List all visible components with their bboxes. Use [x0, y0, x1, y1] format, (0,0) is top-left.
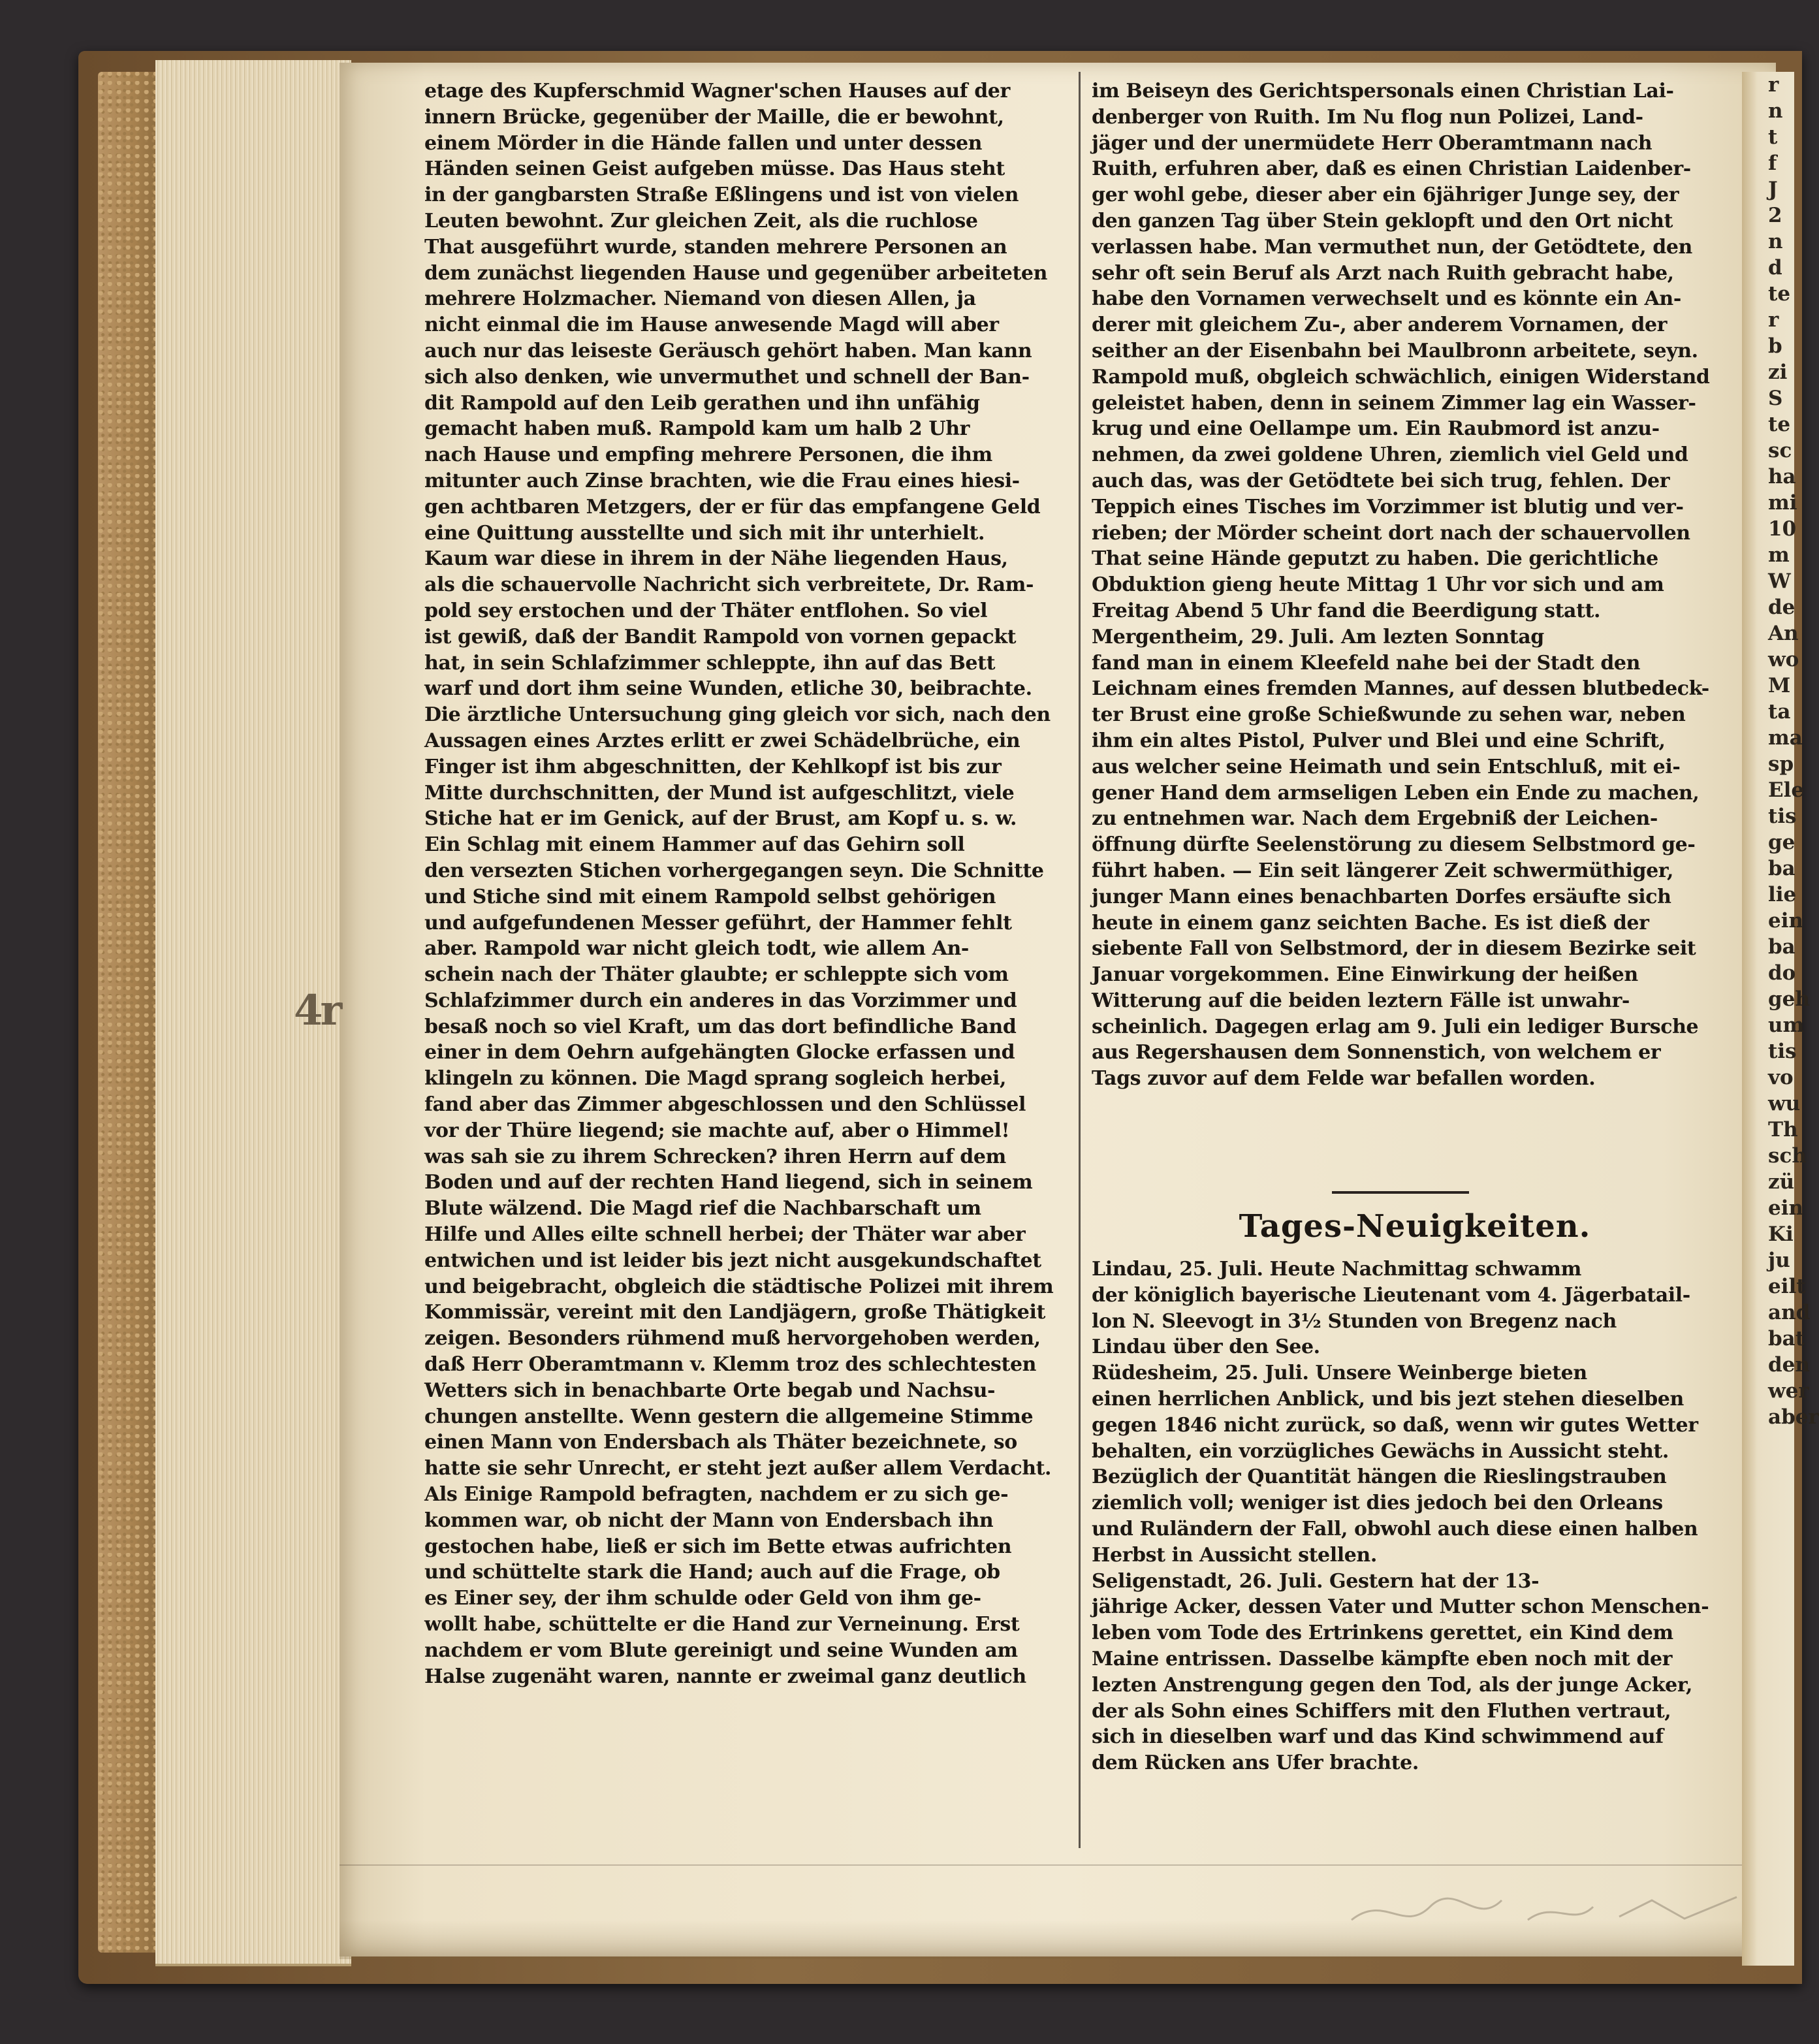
text-line: und beigebracht, obgleich die städtische Polizei mit ihrem: [424, 1275, 1054, 1298]
text-line: Halse zugenäht waren, nannte er zweimal ganz deutlich: [424, 1665, 1026, 1688]
text-line: einer in dem Oehrn aufgehängten Glocke erfassen und: [424, 1041, 1015, 1064]
text-line: Lindau, 25. Juli. Heute Nachmittag schwamm: [1092, 1258, 1581, 1281]
text-line: Händen seinen Geist aufgeben müsse. Das Haus steht: [424, 157, 1005, 181]
page-bottom-rule: [340, 1864, 1776, 1866]
text-line: schein nach der Thäter glaubte; er schleppte sich vom: [424, 963, 1009, 987]
text-line: sich in dieselben warf und das Kind schwimmend auf: [1092, 1725, 1664, 1749]
text-line: entwichen und ist leider bis jezt nicht ausgekundschaftet: [424, 1249, 1041, 1272]
adjacent-page-strip: [1742, 72, 1819, 1966]
text-line: auch das, was der Getödtete bei sich trug, fehlen. Der: [1092, 469, 1670, 492]
text-line: scheinlich. Dagegen erlag am 9. Juli ein lediger Bursche: [1092, 1015, 1699, 1038]
text-line: Schlafzimmer durch ein anderes in das Vorzimmer und: [424, 989, 1017, 1012]
text-line: Kaum war diese in ihrem in der Nähe liegenden Haus,: [424, 547, 1008, 571]
text-line: einen herrlichen Anblick, und bis jezt stehen dieselben: [1092, 1387, 1684, 1411]
text-line: Mitte durchschnitten, der Mund ist aufgeschlitzt, viele: [424, 781, 1015, 805]
text-line: Seligenstadt, 26. Juli. Gestern hat der 13-: [1092, 1569, 1540, 1593]
text-line: lon N. Sleevogt in 3½ Stunden von Bregenz nach: [1092, 1309, 1617, 1333]
text-line: S: [1768, 387, 1783, 410]
text-line: Ele: [1768, 778, 1805, 802]
section-rule: [1332, 1191, 1469, 1194]
text-line: Herbst in Aussicht stellen.: [1092, 1543, 1377, 1567]
text-line: derer mit gleichem Zu-, aber anderem Vornamen, der: [1092, 313, 1668, 337]
text-line: in der gangbarsten Straße Eßlingens und ist von vielen: [424, 184, 1019, 207]
text-line: was sah sie zu ihrem Schrecken? ihren Herrn auf dem: [424, 1145, 1006, 1168]
text-line: aber: [1768, 1405, 1819, 1429]
text-line: ta: [1768, 700, 1791, 724]
text-line: junger Mann eines benachbarten Dorfes ersäufte sich: [1092, 885, 1671, 908]
text-line: einem Mörder in die Hände fallen und unter dessen: [424, 131, 983, 155]
text-line: seither an der Eisenbahn bei Maulbronn arbeitete, seyn.: [1092, 339, 1698, 362]
text-line: sich also denken, wie unvermuthet und schnell der Ban-: [424, 365, 1030, 389]
text-line: Lindau über den See.: [1092, 1335, 1320, 1359]
text-line: sp: [1768, 752, 1794, 776]
text-line: dit Rampold auf den Leib gerathen und ihn unfähig: [424, 391, 980, 415]
text-line: Mergentheim, 29. Juli. Am lezten Sonntag: [1092, 625, 1544, 648]
text-line: sch: [1768, 1144, 1807, 1168]
text-line: gemacht haben muß. Rampold kam um halb 2 Uhr: [424, 417, 970, 441]
text-line: Teppich eines Tisches im Vorzimmer ist blutig und ver-: [1092, 495, 1684, 519]
text-line: ge: [1768, 831, 1795, 854]
text-line: f: [1768, 152, 1777, 175]
text-line: um: [1768, 1014, 1805, 1037]
text-line: jährige Acker, dessen Vater und Mutter schon Menschen-: [1092, 1595, 1709, 1619]
text-line: den ganzen Tag über Stein geklopft und den Ort nicht: [1092, 209, 1673, 232]
text-line: Die ärztliche Untersuchung ging gleich vor sich, nach den: [424, 703, 1051, 727]
text-line: als die schauervolle Nachricht sich verbreitete, Dr. Ram-: [424, 573, 1034, 597]
text-line: Bezüglich der Quantität hängen die Rieslingstrauben: [1092, 1465, 1667, 1489]
text-line: und schüttelte stark die Hand; auch auf die Frage, ob: [424, 1561, 1000, 1584]
text-line: ist gewiß, daß der Bandit Rampold von vornen gepackt: [424, 625, 1017, 648]
text-line: der als Sohn eines Schiffers mit den Fluthen vertraut,: [1092, 1699, 1671, 1723]
text-line: im Beiseyn des Gerichtspersonals einen Christian Lai-: [1092, 80, 1674, 103]
text-line: n: [1768, 230, 1783, 253]
text-line: pold sey erstochen und der Thäter entflohen. So viel: [424, 599, 988, 622]
text-line: Witterung auf die beiden leztern Fälle ist unwahr-: [1092, 989, 1630, 1012]
text-line: chungen anstellte. Wenn gestern die allgemeine Stimme: [424, 1405, 1034, 1428]
text-line: Leichnam eines fremden Mannes, auf dessen blutbedeck-: [1092, 677, 1709, 701]
text-line: Ein Schlag mit einem Hammer auf das Gehirn soll: [424, 833, 965, 857]
text-line: fand aber das Zimmer abgeschlossen und den Schlüssel: [424, 1093, 1026, 1117]
text-line: ju: [1768, 1249, 1790, 1272]
text-line: aber. Rampold war nicht gleich todt, wie allem An-: [424, 937, 969, 961]
text-line: Als Einige Rampold befragten, nachdem er zu sich ge-: [424, 1483, 1009, 1507]
text-line: J: [1768, 178, 1778, 201]
text-line: verlassen habe. Man vermuthet nun, der Getödtete, den: [1092, 235, 1692, 259]
text-line: ter Brust eine große Schießwunde zu sehen war, neben: [1092, 703, 1686, 727]
text-line: ihm ein altes Pistol, Pulver und Blei und eine Schrift,: [1092, 729, 1666, 752]
text-line: ein: [1768, 1196, 1804, 1220]
text-line: den: [1768, 1353, 1810, 1377]
text-line: mitunter auch Zinse brachten, wie die Frau eines hiesi-: [424, 469, 1020, 492]
text-line: es Einer sey, der ihm schulde oder Geld von ihm ge-: [424, 1587, 981, 1610]
text-line: Tags zuvor auf dem Felde war befallen worden.: [1092, 1067, 1596, 1091]
text-line: und aufgefundenen Messer geführt, der Hammer fehlt: [424, 911, 1012, 934]
text-line: ein: [1768, 909, 1804, 933]
text-line: nicht einmal die im Hause anwesende Magd will aber: [424, 313, 999, 337]
text-line: habe den Vornamen verwechselt und es könnte ein An-: [1092, 287, 1681, 311]
text-line: behalten, ein vorzügliches Gewächs in Aussicht steht.: [1092, 1439, 1669, 1463]
text-line: mi: [1768, 491, 1797, 515]
text-line: kommen war, ob nicht der Mann von Endersbach ihn: [424, 1509, 994, 1532]
text-line: Ki: [1768, 1222, 1794, 1246]
text-line: einen Mann von Endersbach als Thäter bezeichnete, so: [424, 1431, 1017, 1454]
text-line: warf und dort ihm seine Wunden, etliche 30, beibrachte.: [424, 677, 1032, 701]
text-line: Aussagen eines Arztes erlitt er zwei Schädelbrüche, ein: [424, 729, 1020, 752]
article-column-left: [424, 78, 1077, 1689]
text-line: r: [1768, 308, 1779, 332]
text-line: der königlich bayerische Lieutenant vom 4. Jägerbatail-: [1092, 1283, 1690, 1307]
pencil-scribble: [1345, 1881, 1750, 1940]
text-line: wo: [1768, 648, 1799, 671]
text-line: wollt habe, schüttelte er die Hand zur Verneinung. Erst: [424, 1613, 1020, 1637]
text-line: Leuten bewohnt. Zur gleichen Zeit, als die ruchlose: [424, 209, 978, 232]
text-line: m: [1768, 543, 1790, 567]
text-line: An: [1768, 622, 1799, 645]
marbled-page-edge: [98, 72, 157, 1953]
text-line: denberger von Ruith. Im Nu flog nun Polizei, Land-: [1092, 105, 1643, 129]
text-line: führt haben. — Ein seit längerer Zeit schwermüthiger,: [1092, 859, 1674, 882]
text-line: te: [1768, 282, 1791, 306]
text-line: Rampold muß, obgleich schwächlich, einigen Widerstand: [1092, 365, 1710, 389]
text-line: geh: [1768, 987, 1810, 1011]
text-line: 2: [1768, 204, 1782, 227]
article-column-right: [1092, 78, 1738, 1092]
text-line: hatte sie sehr Unrecht, er steht jezt außer allem Verdacht.: [424, 1457, 1052, 1480]
text-line: dem Rücken ans Ufer brachte.: [1092, 1751, 1419, 1775]
text-line: daß Herr Oberamtmann v. Klemm troz des schlechtesten: [424, 1353, 1037, 1377]
text-line: ba: [1768, 857, 1795, 880]
text-line: eilt: [1768, 1275, 1806, 1298]
text-line: geleistet haben, denn in seinem Zimmer lag ein Wasser-: [1092, 391, 1696, 415]
text-line: M: [1768, 674, 1791, 697]
text-line: 10: [1768, 517, 1797, 541]
text-line: Maine entrissen. Dasselbe kämpfte eben noch mit der: [1092, 1647, 1673, 1670]
text-line: dem zunächst liegenden Hause und gegenüber arbeiteten: [424, 261, 1048, 285]
text-line: besaß noch so viel Kraft, um das dort befindliche Band: [424, 1015, 1017, 1038]
text-line: siebente Fall von Selbstmord, der in diesem Bezirke seit: [1092, 937, 1696, 961]
text-line: nehmen, da zwei goldene Uhren, ziemlich viel Geld und: [1092, 443, 1688, 467]
text-line: innern Brücke, gegenüber der Maille, die er bewohnt,: [424, 105, 1004, 129]
text-line: leben vom Tode des Ertrinkens gerettet, ein Kind dem: [1092, 1621, 1673, 1645]
text-line: jäger und der unermüdete Herr Oberamtmann nach: [1092, 131, 1653, 155]
text-line: d: [1768, 256, 1782, 279]
text-line: Finger ist ihm abgeschnitten, der Kehlkopf ist bis zur: [424, 755, 1002, 778]
text-line: tis: [1768, 1040, 1797, 1063]
text-line: n: [1768, 99, 1783, 123]
text-line: tis: [1768, 805, 1797, 828]
text-line: auch nur das leiseste Geräusch gehört haben. Man kann: [424, 339, 1032, 362]
text-line: de: [1768, 596, 1795, 619]
text-line: wer: [1768, 1379, 1809, 1403]
text-line: gener Hand dem armseligen Leben ein Ende zu machen,: [1092, 781, 1700, 805]
margin-handwritten-mark: 4r: [294, 986, 340, 1035]
text-line: zeigen. Besonders rühmend muß hervorgehoben werden,: [424, 1327, 1041, 1350]
text-line: That ausgeführt wurde, standen mehrere Personen an: [424, 235, 1007, 259]
text-line: t: [1768, 125, 1778, 149]
text-line: etage des Kupferschmid Wagner'schen Hauses auf der: [424, 80, 1010, 103]
text-line: öffnung dürfte Seelenstörung zu diesem Selbstmord ge-: [1092, 833, 1696, 857]
text-line: wu: [1768, 1092, 1801, 1115]
text-line: vor der Thüre liegend; sie machte auf, aber o Himmel!: [424, 1119, 1010, 1142]
text-line: nach Hause und empfing mehrere Personen, die ihm: [424, 443, 992, 467]
text-line: klingeln zu können. Die Magd sprang sogleich herbei,: [424, 1067, 1007, 1091]
text-line: do: [1768, 961, 1796, 985]
text-line: ba: [1768, 935, 1795, 959]
text-line: zu entnehmen war. Nach dem Ergebniß der Leichen-: [1092, 807, 1658, 831]
text-line: Rüdesheim, 25. Juli. Unsere Weinberge bieten: [1092, 1362, 1587, 1385]
text-line: lie: [1768, 883, 1797, 906]
text-line: den versezten Stichen vorhergegangen seyn. Die Schnitte: [424, 859, 1044, 882]
text-line: heute in einem ganz seichten Bache. Es ist dieß der: [1092, 911, 1649, 934]
text-line: Obduktion gieng heute Mittag 1 Uhr vor sich und am: [1092, 573, 1664, 597]
text-line: Hilfe und Alles eilte schnell herbei; der Thäter war aber: [424, 1223, 1026, 1247]
text-line: te: [1768, 413, 1791, 436]
text-line: nachdem er vom Blute gereinigt und seine Wunden am: [424, 1638, 1018, 1662]
text-line: Ruith, erfuhren aber, daß es einen Christian Laidenber-: [1092, 157, 1691, 181]
text-line: Blute wälzend. Die Magd rief die Nachbarschaft um: [424, 1197, 981, 1221]
text-line: gestochen habe, ließ er sich im Bette etwas aufrichten: [424, 1535, 1012, 1558]
text-line: und Stiche sind mit einem Rampold selbst gehörigen: [424, 885, 996, 908]
text-line: aus Regershausen dem Sonnenstich, von welchem er: [1092, 1041, 1661, 1064]
text-line: Kommissär, vereint mit den Landjägern, große Thätigkeit: [424, 1301, 1045, 1324]
text-line: fand man in einem Kleefeld nahe bei der Stadt den: [1092, 651, 1641, 675]
text-line: und Ruländern der Fall, obwohl auch diese einen halben: [1092, 1517, 1698, 1541]
text-line: hat, in sein Schlafzimmer schleppte, ihn auf das Bett: [424, 651, 996, 675]
text-line: vo: [1768, 1066, 1794, 1089]
text-line: Wetters sich in benachbarte Orte begab und Nachsu-: [424, 1379, 996, 1402]
text-line: sc: [1768, 439, 1792, 462]
column-divider: [1079, 72, 1081, 1848]
text-line: Stiche hat er im Genick, auf der Brust, am Kopf u. s. w.: [424, 807, 1017, 831]
news-column: [1092, 1256, 1738, 1776]
text-line: ma: [1768, 726, 1803, 750]
text-line: W: [1768, 569, 1791, 593]
text-line: sehr oft sein Beruf als Arzt nach Ruith gebracht habe,: [1092, 261, 1674, 285]
text-line: r: [1768, 73, 1779, 97]
text-line: gegen 1846 nicht zurück, so daß, wenn wir gutes Wetter: [1092, 1413, 1698, 1437]
text-line: bat: [1768, 1327, 1805, 1350]
text-line: That seine Hände geputzt zu haben. Die gerichtliche: [1092, 547, 1658, 571]
text-line: rieben; der Mörder scheint dort nach der schauervollen: [1092, 521, 1690, 545]
text-line: ziemlich voll; weniger ist dies jedoch bei den Orleans: [1092, 1492, 1663, 1515]
text-line: b: [1768, 334, 1782, 358]
section-heading: Tages-Neuigkeiten.: [1239, 1208, 1591, 1245]
text-line: mehrere Holzmacher. Niemand von diesen Allen, ja: [424, 287, 976, 311]
text-line: lezten Anstrengung gegen den Tod, als der junge Acker,: [1092, 1673, 1693, 1697]
text-line: Freitag Abend 5 Uhr fand die Beerdigung statt.: [1092, 599, 1601, 622]
text-line: zi: [1768, 360, 1788, 384]
text-line: zü: [1768, 1170, 1795, 1194]
text-line: krug und eine Oellampe um. Ein Raubmord ist anzu-: [1092, 417, 1660, 441]
text-line: eine Quittung ausstellte und sich mit ihr unterhielt.: [424, 521, 985, 545]
text-line: and: [1768, 1301, 1811, 1324]
text-line: Boden und auf der rechten Hand liegend, sich in seinem: [424, 1171, 1033, 1194]
text-line: Th: [1768, 1118, 1798, 1142]
text-line: aus welcher seine Heimath und sein Entschluß, mit ei-: [1092, 755, 1681, 778]
text-line: gen achtbaren Metzgers, der er für das empfangene Geld: [424, 495, 1041, 519]
text-line: Januar vorgekommen. Eine Einwirkung der heißen: [1092, 963, 1638, 987]
text-line: ha: [1768, 465, 1796, 488]
text-line: ger wohl gebe, dieser aber ein 6jähriger Junge sey, der: [1092, 184, 1679, 207]
